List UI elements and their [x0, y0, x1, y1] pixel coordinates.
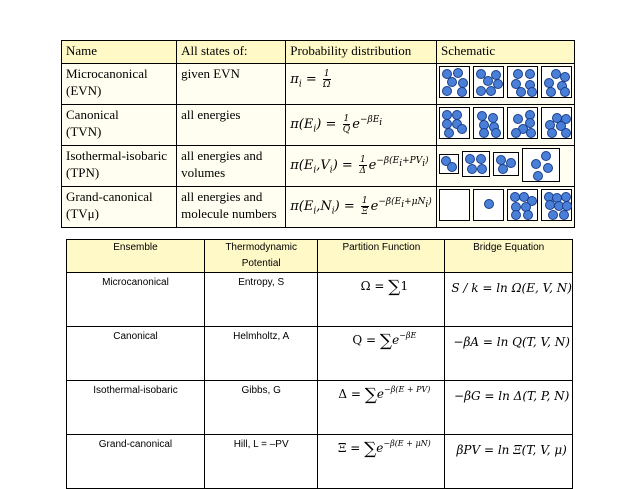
molecule-dot: [467, 164, 477, 174]
molecule-dot: [484, 199, 494, 209]
schematic-box: [541, 107, 572, 139]
probability-formula: $\pi(E_i,V_i)$ = $\frac{1}{\Delta}$ $e^{-\beta(E_i+PV_i)}$: [286, 146, 437, 187]
molecule-dot: [511, 128, 521, 138]
molecule-dot: [476, 154, 486, 164]
molecule-dot: [493, 79, 503, 89]
table-row: [62, 105, 575, 146]
ensemble-states: all energies and molecule numbers: [177, 187, 286, 228]
molecule-dot: [476, 86, 486, 96]
molecule-dot: [447, 162, 457, 172]
partition-function: $Q = \sum e^{-\beta E}$: [318, 327, 445, 381]
schematic-box: [507, 66, 538, 98]
table-row: [67, 327, 573, 381]
schematic-box: [507, 189, 538, 221]
ensemble-states: given EVN: [177, 64, 286, 105]
bridge-equation: −βA = ln Q(T, V, N): [445, 327, 573, 381]
ensemble-name: Isothermal-isobaric: [67, 381, 205, 435]
molecule-dot: [513, 69, 523, 79]
schematic-box: [462, 151, 490, 177]
molecule-dot: [491, 128, 501, 138]
molecule-dot: [541, 151, 551, 161]
molecule-dot: [465, 154, 475, 164]
molecule-dot: [457, 124, 467, 134]
schematic-cell: [436, 187, 574, 228]
schematic-cell: [436, 146, 574, 187]
table-row: [67, 273, 573, 327]
bridge-equation: S / k = ln Ω(E, V, N): [445, 273, 573, 327]
thermo-potential: Entropy, S: [204, 273, 317, 327]
table-row: [62, 64, 575, 105]
molecule-dot: [479, 128, 489, 138]
molecule-dot: [525, 69, 535, 79]
schematic-box: [493, 152, 519, 176]
molecule-dot: [527, 87, 537, 97]
ensemble-name: Isothermal-isobaric (TPN): [62, 146, 177, 187]
schematic-microcanonical: [439, 66, 572, 98]
partition-function: $\Delta = \sum e^{-\beta(E + PV)}$: [318, 381, 445, 435]
schematic-box: [473, 189, 504, 221]
partition-function: $\Xi = \sum e^{-\beta(E + \mu N)}$: [318, 435, 445, 489]
molecule-dot: [513, 114, 523, 124]
schematic-box: [541, 66, 572, 98]
probability-formula: $\pi_i$ = $\frac{1}{\Omega}$: [286, 64, 437, 105]
molecule-dot: [457, 87, 467, 97]
ensemble-name: Grand-canonical: [67, 435, 205, 489]
schematic-box: [439, 66, 470, 98]
schematic-box: [439, 154, 459, 174]
schematic-canonical: [439, 107, 572, 139]
schematic-cell: [436, 105, 574, 146]
table-row: [62, 187, 575, 228]
header-states: All states of:: [177, 41, 286, 64]
molecule-dot: [523, 210, 533, 220]
molecule-dot: [477, 164, 487, 174]
header-potential: Thermodynamic Potential: [204, 240, 317, 273]
schematic-box: [507, 107, 538, 139]
molecule-dot: [516, 87, 526, 97]
probability-formula: $\pi(E_i)$ = $\frac{1}{Q}$ $e^{-\beta E_i}$: [286, 105, 437, 146]
schematic-box: [473, 107, 504, 139]
schematic-box: [541, 189, 572, 221]
molecule-dot: [533, 171, 543, 181]
molecule-dot: [547, 128, 557, 138]
ensemble-name: Canonical (TVN): [62, 105, 177, 146]
molecule-dot: [559, 210, 569, 220]
ensemble-table: [61, 40, 575, 228]
schematic-cell: [436, 64, 574, 105]
ensemble-name: Canonical: [67, 327, 205, 381]
bridge-equation: βPV = ln Ξ(T, V, μ): [445, 435, 573, 489]
schematic-box: [473, 66, 504, 98]
molecule-dot: [498, 164, 508, 174]
molecule-dot: [531, 159, 541, 169]
ensemble-name: Grand-canonical (TVμ): [62, 187, 177, 228]
table-row: [62, 146, 575, 187]
header-probability: Probability distribution: [286, 41, 437, 64]
ensemble-name: Microcanonical (EVN): [62, 64, 177, 105]
ensemble-name: Microcanonical: [67, 273, 205, 327]
molecule-dot: [442, 86, 452, 96]
partition-function: Ω = ∑1: [318, 273, 445, 327]
table-row: [67, 381, 573, 435]
thermo-potential: Gibbs, G: [204, 381, 317, 435]
bridge-equation: −βG = ln Δ(T, P, N): [445, 381, 573, 435]
header-bridge: Bridge Equation: [445, 240, 573, 273]
header-name: Name: [62, 41, 177, 64]
schematic-isobaric: [439, 148, 572, 180]
schematic-box: [439, 107, 470, 139]
table-row: [67, 435, 573, 489]
header-schematic: Schematic: [436, 41, 574, 64]
ensemble-states: all energies and volumes: [177, 146, 286, 187]
ensemble-states: all energies: [177, 105, 286, 146]
thermo-potential: Helmholtz, A: [204, 327, 317, 381]
schematic-grand-canonical: [439, 189, 572, 221]
partition-table-header: [67, 240, 573, 273]
molecule-dot: [561, 128, 571, 138]
molecule-dot: [548, 210, 558, 220]
molecule-dot: [444, 128, 454, 138]
ensemble-table-header: [62, 41, 575, 64]
probability-formula: $\pi(E_i,N_i)$ = $\frac{1}{\Xi}$ $e^{-\beta(E_i+\mu N_i)}$: [286, 187, 437, 228]
molecule-dot: [560, 87, 570, 97]
molecule-dot: [546, 87, 556, 97]
thermo-potential: Hill, L = –PV: [204, 435, 317, 489]
molecule-dot: [483, 76, 493, 86]
molecule-dot: [511, 210, 521, 220]
schematic-box: [522, 148, 560, 182]
header-partition: Partition Function: [318, 240, 445, 273]
molecule-dot: [526, 128, 536, 138]
molecule-dot: [543, 163, 553, 173]
partition-table: [66, 239, 573, 489]
header-ensemble: Ensemble: [67, 240, 205, 273]
molecule-dot: [453, 68, 463, 78]
schematic-box: [439, 189, 470, 221]
